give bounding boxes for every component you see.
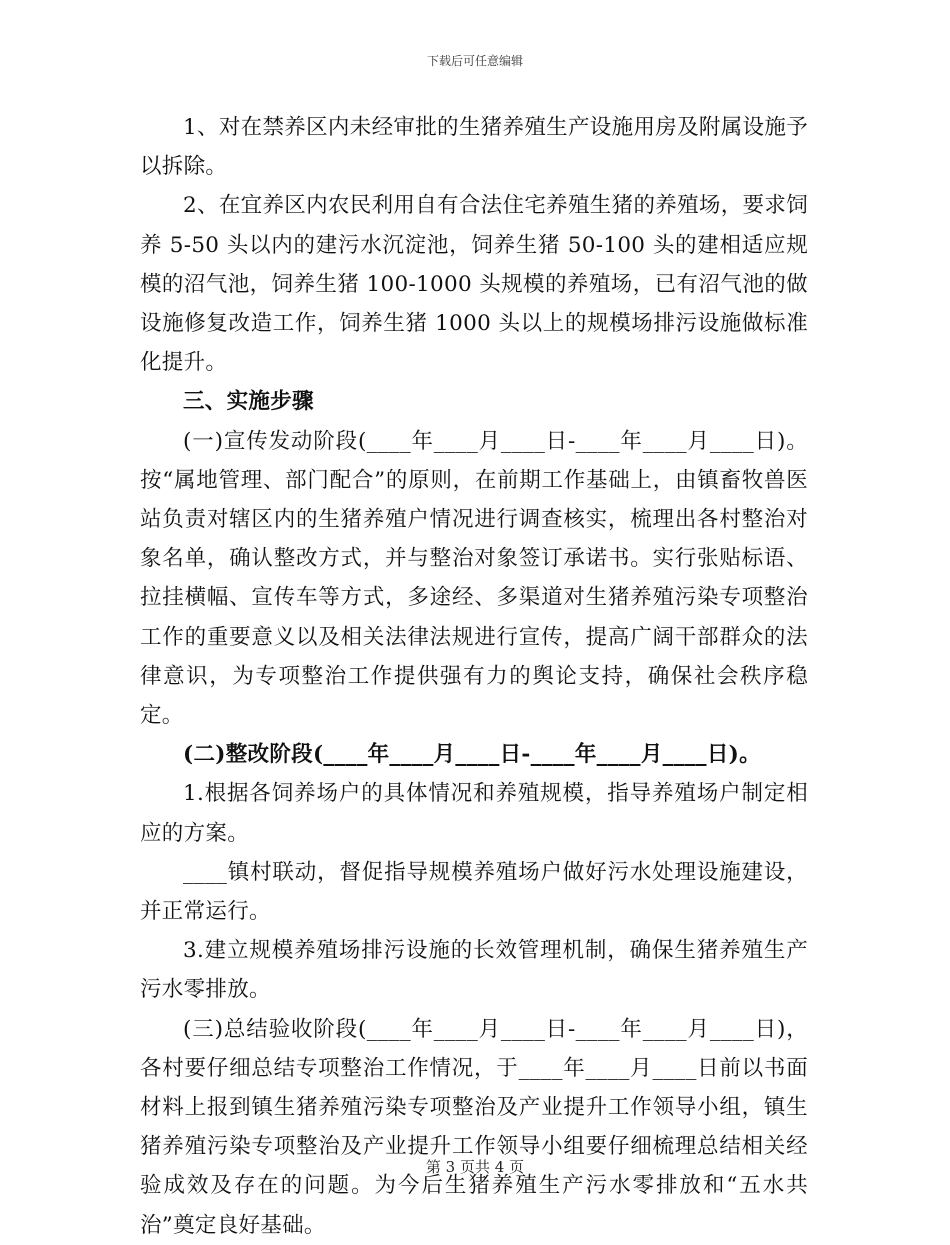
document-body — [140, 108, 808, 1245]
paragraph-suitable-area: 2、在宜养区内农民利用自有合法住宅养殖生猪的养殖场，要求饲养 5-50 头以内的建污水沉淀池，饲养生猪 50-100 头的建相适应规模的沼气池，饲养生猪 100-1000 头规模的养殖场，已有沼气池的做设施修复改造工作，饲养生猪 1000 头以上的规模场排污设施做标准化提升。 — [140, 193, 808, 376]
paragraph-publicity-stage: (一)宣传发动阶段(____年____月____日-____年____月____日)。按“属地管理、部门配合”的原则，在前期工作基础上，由镇畜牧兽医站负责对辖区内的生猪养殖户情况进行调查核实，梳理出各村整治对象名单，确认整改方式，并与整治对象签订承诺书。实行张贴标语、拉挂横幅、宣传车等方式，多途经、多渠道对生猪养殖污染专项整治工作的重要意义以及相关法律法规进行宣传，提高广阔干部群众的法律意识，为专项整治工作提供强有力的舆论支持，确保社会秩序稳定。 — [140, 428, 808, 729]
page-footer: 第 3 页共 4 页 — [425, 1158, 525, 1176]
subheading-rectification-stage: (二)整改阶段(____年____月____日-____年____月____日)。 — [183, 742, 761, 768]
paragraph-item-2: ____镇村联动，督促指导规模养殖场户做好污水处理设施建设，并正常运行。 — [140, 859, 808, 925]
section-heading-implementation-steps: 三、实施步骤 — [183, 389, 314, 415]
page-header: 下载后可任意编辑 — [426, 54, 523, 68]
paragraph-demolition: 1、对在禁养区内未经审批的生猪养殖生产设施用房及附属设施予以拆除。 — [140, 115, 808, 180]
paragraph-summary-stage: (三)总结验收阶段(____年____月____日-____年____月____日)，各村要仔细总结专项整治工作情况，于____年____月____日前以书面材料上报到镇生猪养殖污染专项整治及产业提升工作领导小组，镇生猪养殖污染专项整治及产业提升工作领导小组要仔细梳理总结相关经验成效及存在的问题。为今后生猪养殖生产污水零排放和“五水共治”奠定良好基础。 — [140, 1016, 808, 1238]
paragraph-item-3: 3.建立规模养殖场排污设施的长效管理机制，确保生猪养殖生产污水零排放。 — [140, 938, 808, 1003]
paragraph-item-1: 1.根据各饲养场户的具体情况和养殖规模，指导养殖场户制定相应的方案。 — [140, 781, 808, 846]
